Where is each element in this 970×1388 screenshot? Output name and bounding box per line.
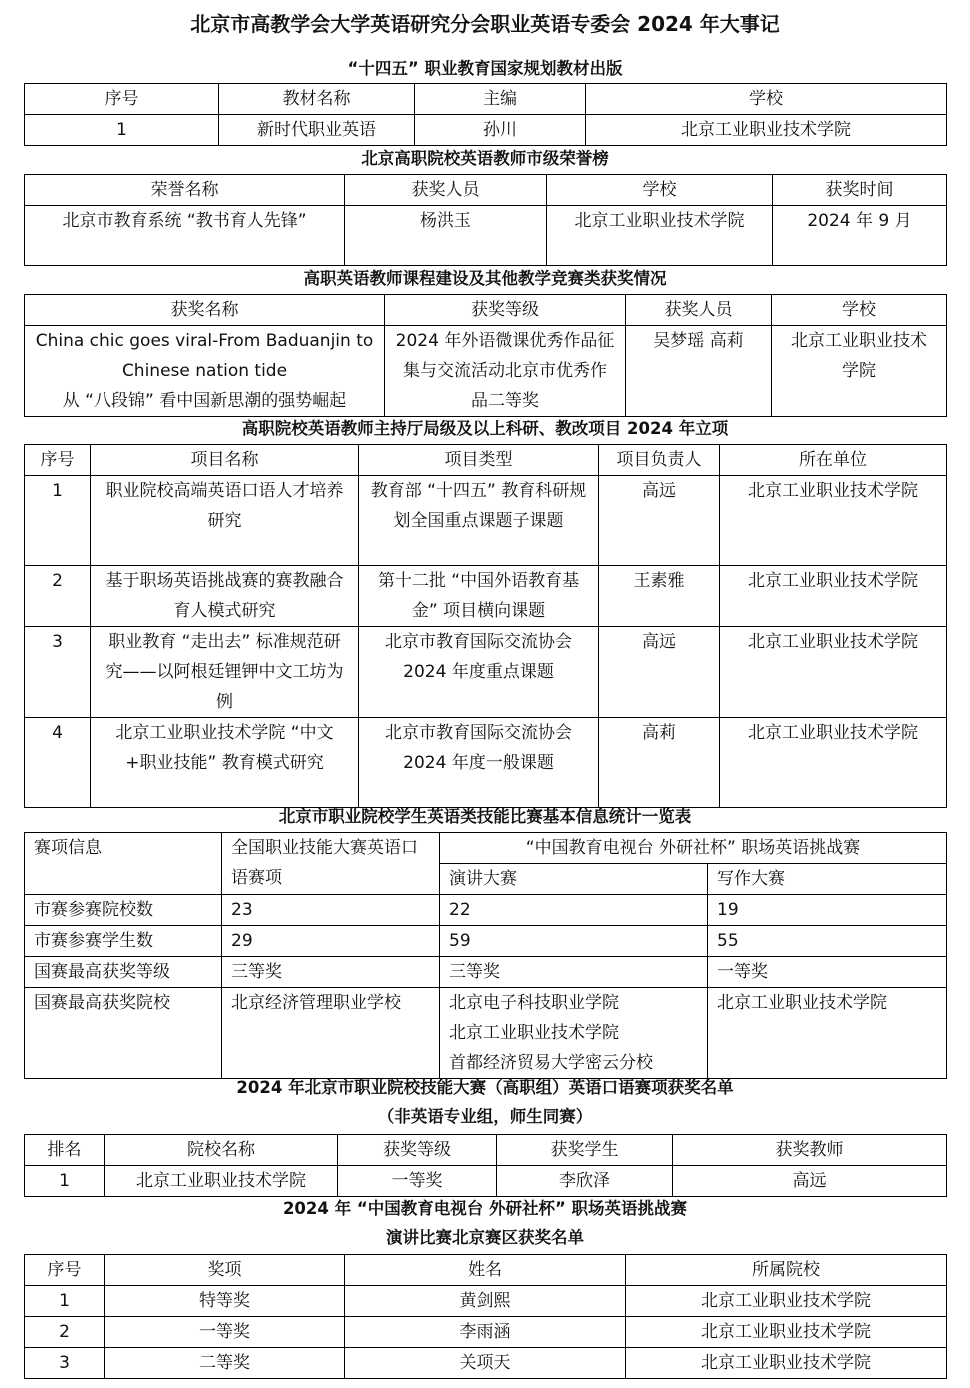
header-cell: 教材名称 (219, 84, 415, 115)
table-cell: 王素雅 (599, 566, 720, 627)
table-header-row (25, 833, 947, 864)
table-cell: 1 (25, 1166, 105, 1197)
table-row (25, 1166, 947, 1197)
contest-stats-title: 北京市职业院校学生英语类技能比赛基本信息统计一览表 (278, 807, 692, 826)
header-cell: 获奖等级 (338, 1135, 497, 1166)
honors-title: 北京高职院校英语教师市级荣誉榜 (361, 149, 609, 168)
header-cell: 所属院校 (626, 1255, 947, 1286)
school-line: 北京电子科技职业学院 (449, 993, 619, 1013)
header-cell: 序号 (25, 445, 91, 476)
table-cell: 北京市教育系统 “教书育人先锋” (25, 206, 345, 266)
table-cell: 北京工业职业技术学院 (626, 1317, 947, 1348)
table-cell: 基于职场英语挑战赛的赛教融合育人模式研究 (91, 566, 359, 627)
table-cell: 23 (222, 895, 440, 926)
table-cell: 高远 (599, 627, 720, 718)
header-cell: 全国职业技能大赛英语口语赛项 (222, 833, 440, 895)
table-header-row (25, 84, 947, 115)
table-cell: 三等奖 (222, 957, 440, 988)
projects-table (24, 444, 947, 808)
school-line: 北京工业职业技术学院 (449, 1023, 619, 1043)
header-cell: 奖项 (105, 1255, 345, 1286)
table-row (25, 566, 947, 627)
table-cell: 29 (222, 926, 440, 957)
table-cell: 高远 (673, 1166, 947, 1197)
award-name-line: 从 “八段锦” 看中国新思潮的强势崛起 (62, 391, 347, 411)
table-cell: 杨洪玉 (345, 206, 547, 266)
table-cell: 北京工业职业技术学院 (626, 1348, 947, 1379)
table-row (25, 627, 947, 718)
header-cell: 获奖教师 (673, 1135, 947, 1166)
header-cell: 演讲大赛 (440, 864, 708, 895)
header-cell: 项目负责人 (599, 445, 720, 476)
table-cell: 1 (25, 1286, 105, 1317)
textbooks-table (24, 83, 947, 146)
contest-stats-table (24, 832, 947, 1079)
table-cell: 三等奖 (440, 957, 708, 988)
table-row (25, 1286, 947, 1317)
table-cell: 高远 (599, 476, 720, 566)
table-cell: 新时代职业英语 (219, 115, 415, 146)
table-cell: 李欣泽 (497, 1166, 673, 1197)
competitions-table (24, 294, 947, 417)
table-cell: 1 (25, 115, 219, 146)
speech-contest-table (24, 1254, 947, 1379)
header-cell: 获奖人员 (626, 295, 772, 326)
row-label: 国赛最高获奖院校 (25, 988, 222, 1079)
table-cell: 55 (708, 926, 947, 957)
table-cell: 北京工业职业技术学院 (547, 206, 773, 266)
table-header-row (25, 1255, 947, 1286)
oral-contest-subtitle: （非英语专业组，师生同赛） (377, 1107, 593, 1126)
table-cell: 22 (440, 895, 708, 926)
table-cell: 2024 年外语微课优秀作品征集与交流活动北京市优秀作品二等奖 (385, 326, 626, 417)
row-label: 市赛参赛学生数 (25, 926, 222, 957)
header-cell: 序号 (25, 84, 219, 115)
school-line: 首都经济贸易大学密云分校 (449, 1053, 653, 1073)
row-label: 国赛最高获奖等级 (25, 957, 222, 988)
table-row (25, 1348, 947, 1379)
table-cell: 一等奖 (105, 1317, 345, 1348)
competitions-title: 高职英语教师课程建设及其他教学竞赛类获奖情况 (303, 269, 667, 288)
table-cell: 一等奖 (708, 957, 947, 988)
projects-title: 高职院校英语教师主持厅局级及以上科研、教改项目 2024 年立项 (241, 419, 729, 438)
table-cell: 教育部 “十四五” 教育科研规划全国重点课题子课题 (359, 476, 599, 566)
header-cell: 学校 (586, 84, 947, 115)
table-row (25, 988, 947, 1079)
table-row (25, 895, 947, 926)
table-row (25, 326, 947, 417)
table-cell: 职业教育 “走出去” 标准规范研究——以阿根廷锂钾中文工坊为例 (91, 627, 359, 718)
header-cell: 学校 (547, 175, 773, 206)
table-row (25, 957, 947, 988)
table-row (25, 476, 947, 566)
table-cell: 北京工业职业技术学院 (708, 988, 947, 1079)
table-cell: 北京工业职业技术学院 (720, 566, 947, 627)
speech-contest-title: 2024 年 “中国教育电视台 外研社杯” 职场英语挑战赛 (282, 1199, 688, 1218)
table-cell: 北京工业职业技术学院 (720, 718, 947, 808)
textbooks-title: “十四五” 职业教育国家规划教材出版 (347, 59, 623, 78)
award-name-line: Chinese nation tide (121, 361, 288, 381)
header-cell: 院校名称 (105, 1135, 338, 1166)
table-cell: 2 (25, 566, 91, 627)
table-cell: 4 (25, 718, 91, 808)
header-cell: 获奖等级 (385, 295, 626, 326)
table-cell: 19 (708, 895, 947, 926)
table-header-row (25, 295, 947, 326)
header-cell: 获奖时间 (773, 175, 947, 206)
header-cell: “中国教育电视台 外研社杯” 职场英语挑战赛 (440, 833, 947, 864)
table-cell: 高莉 (599, 718, 720, 808)
table-cell: 2 (25, 1317, 105, 1348)
header-cell: 姓名 (345, 1255, 626, 1286)
table-cell: 特等奖 (105, 1286, 345, 1317)
table-cell: 孙川 (415, 115, 586, 146)
header-cell: 学校 (772, 295, 947, 326)
oral-contest-table (24, 1134, 947, 1197)
table-cell: 北京工业职业技术学院 (720, 627, 947, 718)
table-header-row (25, 445, 947, 476)
table-row (25, 718, 947, 808)
table-cell: 北京工业职业技术学院 (720, 476, 947, 566)
table-cell: 北京工业职业技术学院 (586, 115, 947, 146)
header-cell: 序号 (25, 1255, 105, 1286)
header-cell: 项目名称 (91, 445, 359, 476)
table-cell: 北京工业职业技术学院 (626, 1286, 947, 1317)
table-cell: 李雨涵 (345, 1317, 626, 1348)
honors-table (24, 174, 947, 266)
table-cell: 59 (440, 926, 708, 957)
table-cell: 黄剑熙 (345, 1286, 626, 1317)
table-cell: 吴梦瑶 高莉 (626, 326, 772, 417)
header-cell: 获奖人员 (345, 175, 547, 206)
header-cell: 项目类型 (359, 445, 599, 476)
header-cell: 排名 (25, 1135, 105, 1166)
table-cell: 第十二批 “中国外语教育基金” 项目横向课题 (359, 566, 599, 627)
table-header-row (25, 1135, 947, 1166)
table-cell: 北京经济管理职业学校 (222, 988, 440, 1079)
table-cell: 职业院校高端英语口语人才培养研究 (91, 476, 359, 566)
table-cell: 北京市教育国际交流协会 2024 年度重点课题 (359, 627, 599, 718)
header-cell: 写作大赛 (708, 864, 947, 895)
table-cell: 1 (25, 476, 91, 566)
corner-cell: 赛项信息 (25, 833, 222, 895)
table-cell: 3 (25, 627, 91, 718)
header-cell: 获奖名称 (25, 295, 385, 326)
table-cell: 北京工业职业技术学院 (105, 1166, 338, 1197)
table-cell: 一等奖 (338, 1166, 497, 1197)
table-row (25, 115, 947, 146)
table-cell: 北京工业职业技术学院 (772, 326, 947, 417)
table-cell: 北京市教育国际交流协会 2024 年度一般课题 (359, 718, 599, 808)
header-cell: 所在单位 (720, 445, 947, 476)
speech-contest-subtitle: 演讲比赛北京赛区获奖名单 (386, 1228, 584, 1247)
table-row (25, 926, 947, 957)
header-cell: 获奖学生 (497, 1135, 673, 1166)
table-row (25, 1317, 947, 1348)
table-cell: 北京工业职业技术学院 “中文+职业技能” 教育模式研究 (91, 718, 359, 808)
table-cell (440, 988, 708, 1079)
table-cell: 二等奖 (105, 1348, 345, 1379)
oral-contest-title: 2024 年北京市职业院校技能大赛（高职组）英语口语赛项获奖名单 (236, 1078, 734, 1097)
table-cell: 3 (25, 1348, 105, 1379)
award-name-line: China chic goes viral-From Baduanjin to (35, 331, 374, 351)
table-cell: 关项天 (345, 1348, 626, 1379)
document-title: 北京市高教学会大学英语研究分会职业英语专委会 2024 年大事记 (190, 12, 780, 36)
table-row (25, 206, 947, 266)
row-label: 市赛参赛院校数 (25, 895, 222, 926)
table-cell (25, 326, 385, 417)
table-header-row (25, 175, 947, 206)
table-cell: 2024 年 9 月 (773, 206, 947, 266)
header-cell: 主编 (415, 84, 586, 115)
header-cell: 荣誉名称 (25, 175, 345, 206)
